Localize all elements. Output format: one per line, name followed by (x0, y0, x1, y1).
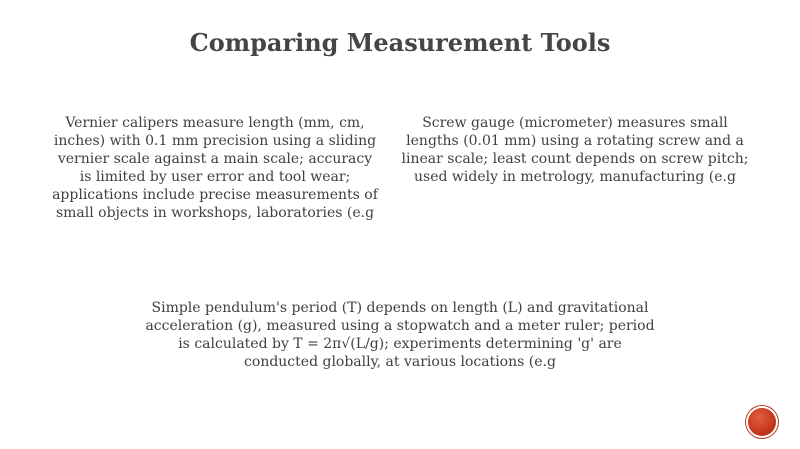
vernier-calipers-text: Vernier calipers measure length (mm, cm, inches) with 0.1 mm precision using a sliding vernier scale against a main scale; accuracy is limited by user error and tool wear; applications include precise measurements of small objects in workshops, laboratories (e.g (52, 115, 378, 221)
slide-title: Comparing Measurement Tools (189, 28, 611, 57)
next-slide-icon[interactable] (748, 408, 776, 436)
screw-gauge-text: Screw gauge (micrometer) measures small lengths (0.01 mm) using a rotating screw and a linear scale; least count depends on screw pitch; used widely in metrology, manufacturing (e.g (401, 115, 749, 185)
simple-pendulum-text: Simple pendulum's period (T) depends on length (L) and gravitational acceleration (g), measured using a stopwatch and a meter ruler; period is calculated by T = 2π√(L/g); experiments determining 'g' are conducted globally, at various locations (e.g (145, 300, 655, 370)
